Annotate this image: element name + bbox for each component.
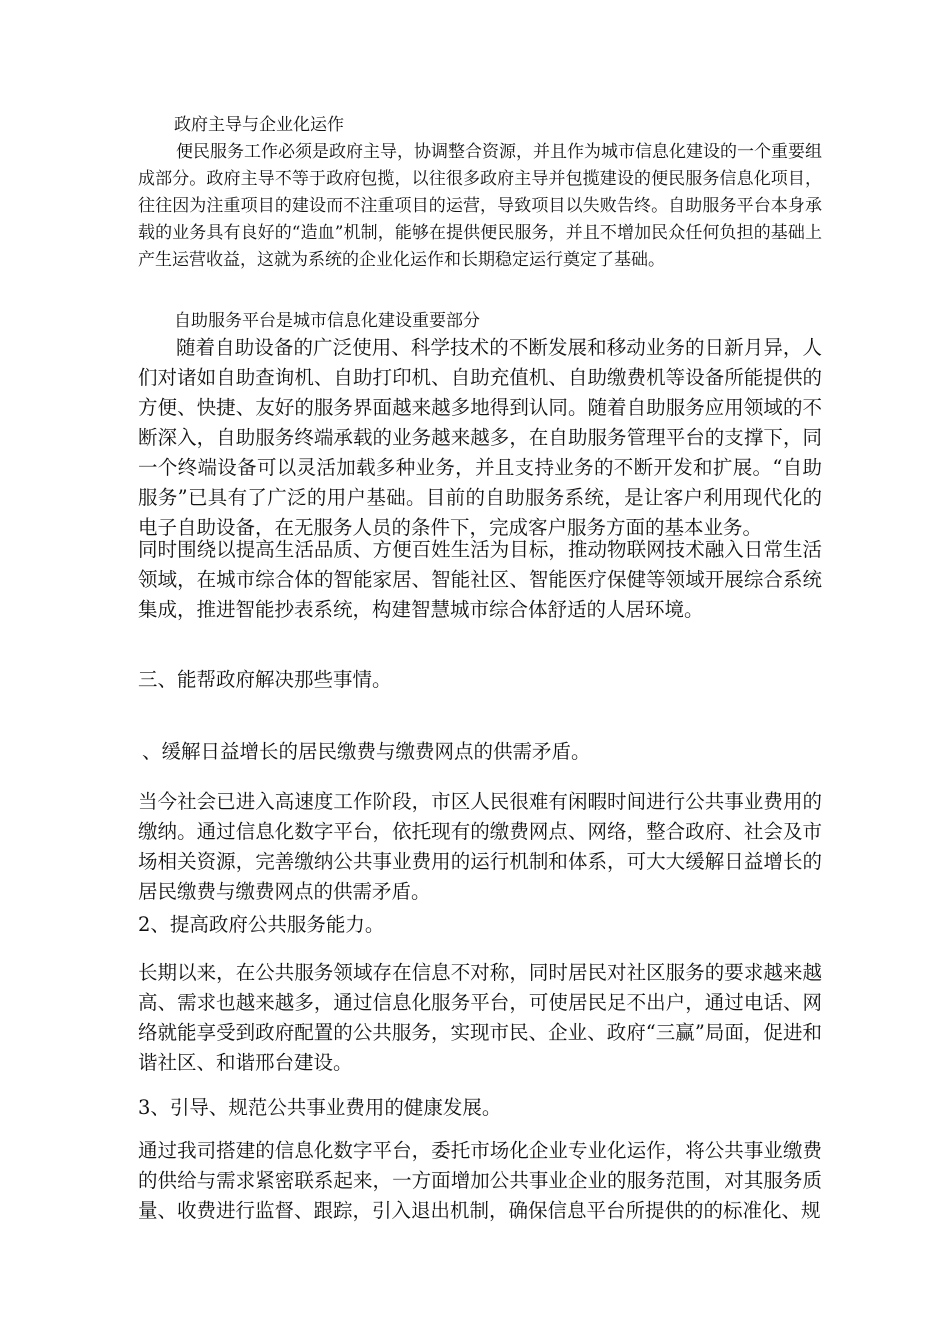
item-title-payment-conflict: 、缓解日益增长的居民缴费与缴费网点的供需矛盾。 xyxy=(142,740,591,763)
item-title-public-service: 2、提高政府公共服务能力。 xyxy=(138,913,385,936)
paragraph-government-led: 便民服务工作必须是政府主导，协调整合资源，并且作为城市信息化建设的一个重要组成部分。政府主导不等于政府包揽，以往很多政府主导并包揽建设的便民服务信息化项目，往往因为注重项目的建设而不注重项目的运营，导致项目以失败告终。自助服务平台本身承载的业务具有良好的“造血”机制，能够在提供便民服务，并且不增加民众任何负担的基础上产生运营收益，这就为系统的企业化运作和长期稳定运行奠定了基础。 xyxy=(138,142,822,270)
section-heading-government-led: 政府主导与企业化运作 xyxy=(174,115,344,135)
paragraph-self-service-platform: 随着自助设备的广泛使用、科学技术的不断发展和移动业务的日新月异，人们对诸如自助查询机、自助打印机、自助充值机、自助缴费机等设备所能提供的方便、快捷、友好的服务界面越来越多地得到认同。随着自助服务应用领域的不断深入，自助服务终端承载的业务越来越多，在自助服务管理平台的支撑下，同一个终端设备可以灵活加载多种业务，并且支持业务的不断开发和扩展。“自助服务”已具有了广泛的用户基础。目前的自助服务系统，是让客户利用现代化的电子自助设备，在无服务人员的条件下，完成客户服务方面的基本业务。 xyxy=(138,336,822,539)
item-body-public-service: 长期以来，在公共服务领域存在信息不对称，同时居民对社区服务的要求越来越高、需求也越来越多，通过信息化服务平台，可使居民足不出户，通过电话、网络就能享受到政府配置的公共服务，实现市民、企业、政府“三赢”局面，促进和谐社区、和谐邢台建设。 xyxy=(138,961,822,1074)
item-body-public-utility-fees: 通过我司搭建的信息化数字平台，委托市场化企业专业化运作，将公共事业缴费的供给与需求紧密联系起来，一方面增加公共事业企业的服务范围，对其服务质量、收费进行监督、跟踪，引入退出机制，确保信息平台所提供的的标准化、规 xyxy=(138,1139,822,1222)
item-body-payment-conflict: 当今社会已进入高速度工作阶段，市区人民很难有闲暇时间进行公共事业费用的缴纳。通过信息化数字平台，依托现有的缴费网点、网络，整合政府、社会及市场相关资源，完善缴纳公共事业费用的运行机制和体系，可大大缓解日益增长的居民缴费与缴费网点的供需矛盾。 xyxy=(138,790,822,903)
paragraph-iot-living: 同时围绕以提高生活品质、方便百姓生活为目标，推动物联网技术融入日常生活领域，在城市综合体的智能家居、智能社区、智能医疗保健等领域开展综合系统集成，推进智能抄表系统，构建智慧城市综合体舒适的人居环境。 xyxy=(138,538,822,621)
item-title-public-utility-fees: 3、引导、规范公共事业费用的健康发展。 xyxy=(138,1096,502,1119)
section-heading-government-benefits: 三、能帮政府解决那些事情。 xyxy=(138,668,392,691)
section-heading-self-service-platform: 自助服务平台是城市信息化建设重要部分 xyxy=(174,311,480,331)
